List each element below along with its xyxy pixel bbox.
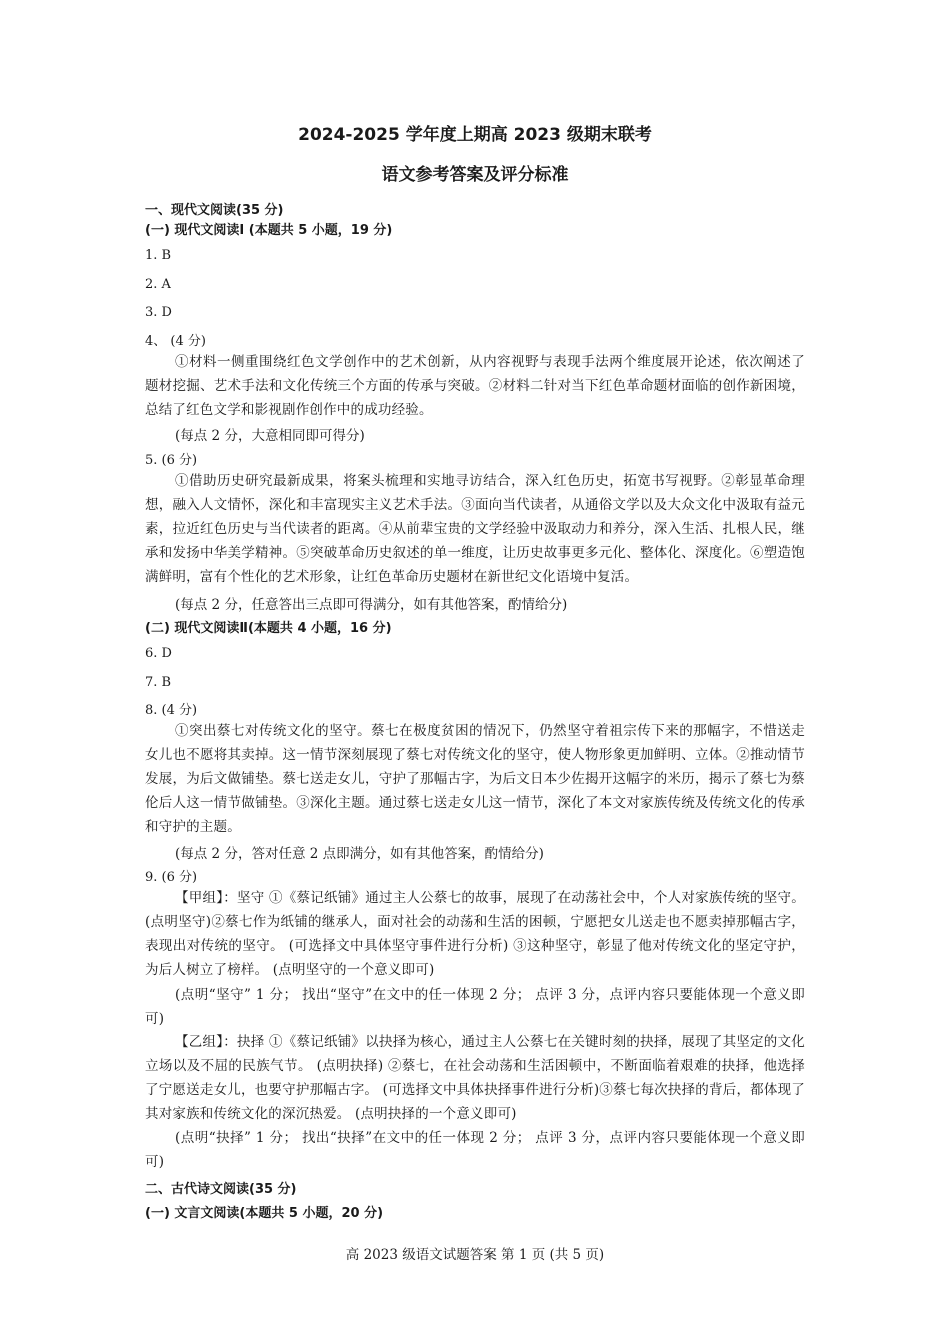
answer-item: 6. D (145, 646, 172, 661)
answer-paragraph: ①突出蔡七对传统文化的坚守。蔡七在极度贫困的情况下，仍然坚守着祖宗传下来的那幅字，不惜送走女儿也不愿将其卖掉。这一情节深刻展现了蔡七对传统文化的坚守，使人物形象更加鲜明、立体。②推动情节发展，为后文做铺垫。蔡七送走女儿，守护了那幅古字，为后文日本少佐揭开这幅字的米历，揭示了蔡七为蔡伦后人这一情节做铺垫。③深化主题。通过蔡七送走女儿这一情节，深化了本文对家族传统及传统文化的传承和守护的主题。 (145, 723, 805, 835)
scoring-note: (每点 2 分，答对任意 2 点即满分，如有其他答案，酌情给分) (175, 846, 544, 862)
answer-paragraph: ①借助历史研究最新成果，将案头梳理和实地寻访结合，深入红色历史，拓宽书写视野。②彰显革命理想，融入人文情怀，深化和丰富现实主义艺术手法。③面向当代读者，从通俗文学以及大众文化中汲取有益元素，拉近红色历史与当代读者的距离。④从前辈宝贵的文学经验中汲取动力和养分，深入生活、扎根人民，继承和发扬中华美学精神。⑤突破革命历史叙述的单一维度，让历史故事更多元化、整体化、深度化。⑥塑造饱满鲜明，富有个性化的艺术形象，让红色革命历史题材在新世纪文化语境中复活。 (145, 473, 805, 585)
answer-item: 8. (4 分) (145, 703, 198, 718)
scoring-note: (点明“坚守” 1 分； 找出“坚守”在文中的任一体现 2 分； 点评 3 分，点评内容只要能体现一个意义即可) (145, 987, 805, 1027)
scoring-note: (点明“抉择” 1 分； 找出“抉择”在文中的任一体现 2 分； 点评 3 分，点评内容只要能体现一个意义即可) (145, 1130, 805, 1170)
page-title: 2024-2025 学年度上期高 2023 级期末联考 (298, 125, 652, 145)
scoring-note: (每点 2 分，任意答出三点即可得满分，如有其他答案，酌情给分) (175, 597, 568, 613)
answer-paragraph: 【乙组】：抉择 ①《蔡记纸铺》以抉择为核心，通过主人公蔡七在关键时刻的抉择，展现了其坚定的文化立场以及不屈的民族气节。 (点明抉择) ②蔡七，在社会动荡和生活困顿中，不断面临着艰难的抉择，他选择了宁愿送走女儿，也要守护那幅古字。 (可选择文中具体抉择事件进行分析)③蔡七每次抉择的背后，都体现了其对家族和传统文化的深沉热爱。 (点明抉择的一个意义即可) (145, 1034, 805, 1122)
answer-item: 7. B (145, 675, 172, 690)
answer-item: 9. (6 分) (145, 870, 198, 885)
answer-item: 1. B (145, 248, 172, 263)
page-subtitle: 语文参考答案及评分标准 (381, 165, 569, 185)
answer-item: 3. D (145, 305, 172, 320)
scoring-note: (每点 2 分，大意相同即可得分) (175, 428, 365, 444)
subsection-heading: (一) 文言文阅读(本题共 5 小题，20 分) (145, 1206, 384, 1221)
answer-paragraph: ①材料一侧重围绕红色文学创作中的艺术创新，从内容视野与表现手法两个维度展开论述，依次阐述了题材挖掘、艺术手法和文化传统三个方面的传承与突破。②材料二针对当下红色革命题材面临的创作新困境，总结了红色文学和影视剧作创作中的成功经验。 (145, 354, 805, 418)
section-heading: 一、现代文阅读(35 分) (145, 203, 284, 218)
page-footer: 高 2023 级语文试题答案 第 1 页 (共 5 页) (345, 1247, 605, 1263)
subsection-heading: (二) 现代文阅读Ⅱ(本题共 4 小题，16 分) (145, 621, 392, 636)
answer-paragraph: 【甲组】：坚守 ①《蔡记纸铺》通过主人公蔡七的故事，展现了在动荡社会中，个人对家族传统的坚守。 (点明坚守)②蔡七作为纸铺的继承人，面对社会的动荡和生活的困顿，宁愿把女儿送走也不愿卖掉那幅古字，表现出对传统的坚守。 (可选择文中具体坚守事件进行分析) ③这种坚守，彰显了他对传统文化的坚定守护，为后人树立了榜样。 (点明坚守的一个意义即可) (145, 890, 805, 978)
section-heading: 二、古代诗文阅读(35 分) (145, 1182, 297, 1197)
answer-item: 2. A (145, 277, 171, 292)
answer-item: 4、 (4 分) (145, 334, 206, 349)
answer-item: 5. (6 分) (145, 453, 198, 468)
subsection-heading: (一) 现代文阅读Ⅰ (本题共 5 小题，19 分) (145, 223, 393, 238)
